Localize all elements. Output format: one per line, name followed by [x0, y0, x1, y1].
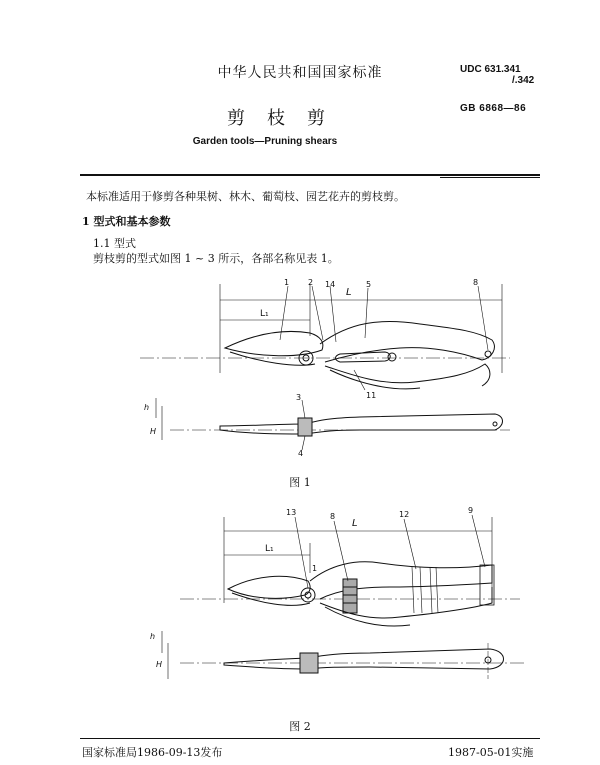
scope-paragraph: 本标准适用于修剪各种果树、林木、葡萄枝、园艺花卉的剪枝剪。 [86, 190, 405, 203]
fig2-dim-l: L [352, 518, 358, 529]
header-rule-secondary [440, 177, 540, 178]
fig1-dim-h: h [144, 403, 150, 412]
document-title-chinese: 剪枝剪 [227, 108, 347, 129]
header-rule [80, 174, 540, 176]
fig1-label-11: 11 [366, 391, 377, 400]
fig2-dim-l1: L₁ [265, 544, 274, 554]
issue-date: 国家标准局1986-09-13发布 [82, 746, 223, 759]
document-title-english: Garden tools—Pruning shears [192, 136, 338, 147]
fig2-label-8: 8 [330, 512, 336, 521]
udc-number: UDC 631.341 [460, 64, 521, 75]
fig2-label-13: 13 [286, 508, 297, 517]
figure-1-caption: 图 1 [289, 476, 311, 489]
fig2-label-9: 9 [468, 506, 474, 515]
fig1-label-8: 8 [473, 278, 479, 287]
fig1-label-1: 1 [284, 278, 290, 287]
footer-rule [80, 738, 540, 739]
gb-number: GB 6868—86 [460, 103, 527, 114]
figure-1-drawing [130, 278, 520, 458]
fig1-label-3: 3 [296, 393, 302, 402]
fig1-label-14: 14 [325, 280, 336, 289]
fig1-dim-H: H [150, 427, 157, 436]
effective-date: 1987-05-01实施 [448, 746, 534, 759]
fig1-dim-l1: L₁ [260, 309, 269, 319]
fig2-dim-H: H [156, 660, 163, 669]
section-1-1-heading: 1.1 型式 [93, 237, 136, 250]
fig2-label-1: 1 [312, 564, 318, 573]
udc-number-continued: /.342 [512, 75, 535, 86]
figure-2-drawing [140, 503, 530, 708]
fig2-dim-h: h [150, 632, 156, 641]
fig1-label-2: 2 [308, 278, 314, 287]
figure-2-caption: 图 2 [289, 720, 311, 733]
fig1-label-4: 4 [298, 449, 304, 458]
standard-body-title: 中华人民共和国国家标准 [217, 65, 383, 81]
fig1-dim-l: L [346, 287, 352, 298]
section-1-1-text: 剪枝剪的型式如图 1 ~ 3 所示，各部名称见表 1。 [93, 252, 339, 265]
section-1-heading: 1 型式和基本参数 [82, 215, 171, 228]
fig2-label-12: 12 [399, 510, 410, 519]
fig1-label-5: 5 [366, 280, 372, 289]
